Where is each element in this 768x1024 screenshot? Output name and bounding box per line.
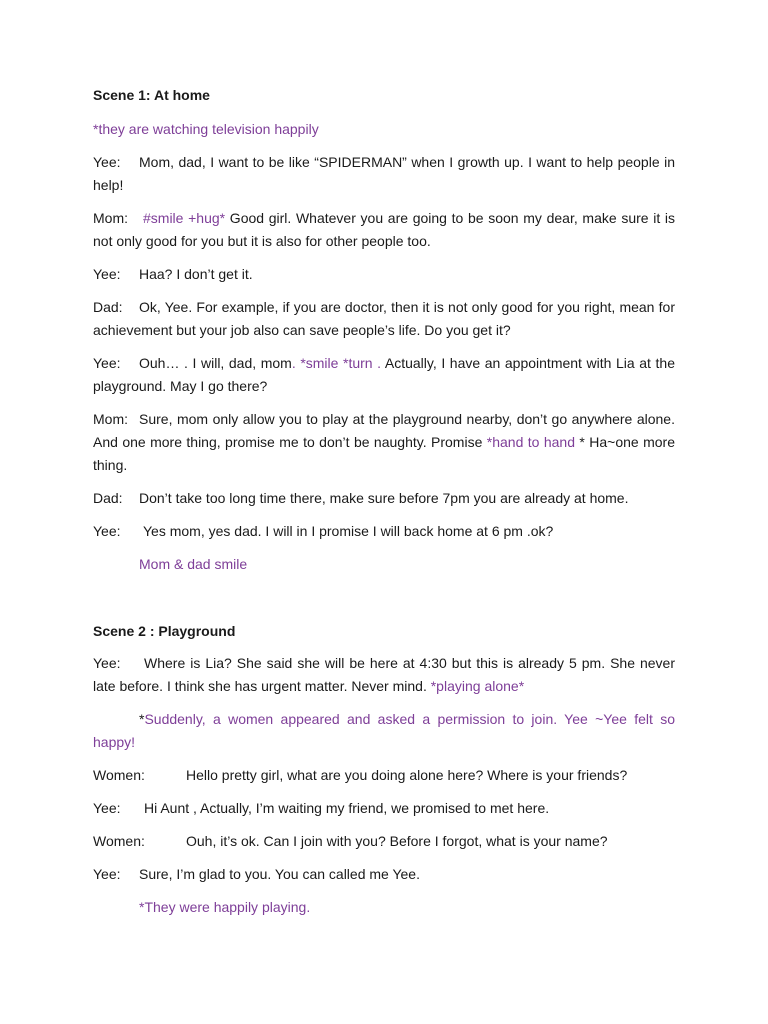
scene-1-title: Scene 1: At home	[93, 87, 210, 103]
script-body	[93, 86, 675, 919]
dialogue-line	[93, 830, 675, 853]
dialogue-text: Yes mom, yes dad. I will in I promise I will back home at 6 pm .ok?	[143, 523, 554, 539]
dialogue-text: Actually, I have an appointment with Lia at the playground. May I go there?	[93, 355, 675, 394]
dialogue-text: Ouh… . I will, dad, mom	[139, 355, 292, 371]
dialogue-text: Hi Aunt , Actually, I’m waiting my friend, we promised to met here.	[144, 800, 550, 816]
dialogue-line	[93, 863, 675, 886]
dialogue-line	[93, 263, 675, 286]
speaker-label: Yee:	[93, 355, 121, 371]
speaker-label: Yee:	[93, 800, 121, 816]
stage-direction: *playing alone*	[430, 678, 525, 694]
asterisk: *	[139, 711, 145, 727]
speaker-label: Yee:	[93, 154, 121, 170]
speaker-label: Yee:	[93, 655, 121, 671]
dialogue-line	[93, 207, 675, 253]
dialogue-text: Sure, I’m glad to you. You can called me Yee.	[139, 866, 420, 882]
stage-direction: . *smile *turn .	[291, 355, 382, 371]
scene-2-title: Scene 2 : Playground	[93, 623, 236, 639]
dialogue-line	[93, 296, 675, 342]
speaker-label: Yee:	[93, 866, 121, 882]
stage-direction: #smile +hug*	[143, 210, 226, 226]
stage-direction-text: Suddenly, a women appeared and asked a permission to join. Yee ~Yee felt so happy!	[93, 711, 675, 750]
dialogue-text: Don’t take too long time there, make sure before 7pm you are already at home.	[139, 490, 629, 506]
dialogue-text: Where is Lia? She said she will be here at 4:30 but this is already 5 pm. She never late before. I think she has urgent matter. Never mind.	[93, 655, 675, 694]
dialogue-line	[93, 487, 675, 510]
speaker-label: Yee:	[93, 523, 121, 539]
dialogue-line	[93, 797, 675, 820]
dialogue-text: Good girl. Whatever you are going to be soon my dear, make sure it is not only good for you but it is also for other people too.	[93, 210, 676, 249]
dialogue-line	[93, 764, 675, 787]
dialogue-text: Ouh, it’s ok. Can I join with you? Before I forgot, what is your name?	[186, 833, 608, 849]
speaker-label: Mom:	[93, 210, 128, 226]
stage-direction: Mom & dad smile	[139, 556, 248, 572]
dialogue-line	[93, 352, 675, 398]
speaker-label: Mom:	[93, 411, 128, 427]
dialogue-text: Haa? I don’t get it.	[139, 266, 253, 282]
dialogue-text: * Ha~one more thing.	[93, 434, 675, 473]
speaker-label: Women:	[93, 833, 145, 849]
dialogue-line	[93, 151, 675, 197]
stage-direction	[93, 708, 675, 754]
speaker-label: Dad:	[93, 490, 123, 506]
dialogue-text: Hello pretty girl, what are you doing alone here? Where is your friends?	[186, 767, 628, 783]
dialogue-line	[93, 520, 675, 543]
speaker-label: Yee:	[93, 266, 121, 282]
speaker-label: Dad:	[93, 299, 123, 315]
speaker-label: Women:	[93, 767, 145, 783]
dialogue-text: Sure, mom only allow you to play at the playground nearby, don’t go anywhere alone. And one more thing, promise me to don’t be naughty. Promise	[93, 411, 675, 450]
dialogue-text: Ok, Yee. For example, if you are doctor, then it is not only good for you right, mean for achievement but your job also can save people’s life. Do you get it?	[93, 299, 675, 338]
stage-direction: *hand to hand	[486, 434, 575, 450]
dialogue-line	[93, 408, 675, 477]
stage-direction: *they are watching television happily	[93, 121, 319, 137]
dialogue-line	[93, 652, 675, 698]
stage-direction: *They were happily playing.	[139, 899, 311, 915]
dialogue-text: Mom, dad, I want to be like “SPIDERMAN” when I growth up. I want to help people in help!	[93, 154, 675, 193]
